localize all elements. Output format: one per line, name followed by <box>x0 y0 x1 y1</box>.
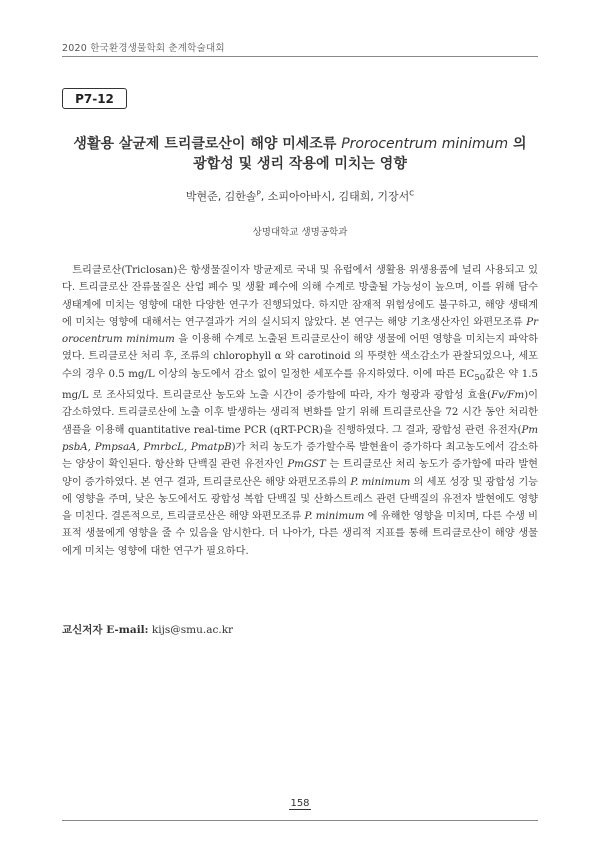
footer-divider <box>62 820 538 821</box>
abstract-text: 의 세포 성장 및 광합성 기능에 영향을 주며, 낮은 농도에서도 광합성 복합 단백질 및 산화스트레스 관련 단백질의 유전자 발현에도 영향을 미친다. 결론적으로, 트리클로산은 해양 와편모조류 <box>62 476 538 523</box>
fvfm-term: Fv/Fm <box>491 390 525 402</box>
running-header: 2020 한국환경생물학회 춘계학술대회 <box>62 43 225 54</box>
abstract-text: )가 처리 농도가 증가할수록 발현율이 증가하다 최고농도에서 감소하는 양상이 확인된다. 항산화 단백질 관련 유전자인 <box>62 442 538 471</box>
ec-subscript: 50 <box>474 372 486 383</box>
gene-names: PmpsbA, PmpsaA, PmrbcL, PmatpB <box>62 424 538 453</box>
abstract-text: )이 감소하였다. 트리클로산에 노출 이후 발생하는 생리적 변화를 알기 위해 트리클로산을 72 시간 동안 처리한 샘플을 이용해 quantitative real-time PCR (qRT-PCR)을 진행하였다. 그 결과, 광합성 관련 유전자( <box>62 390 538 436</box>
abstract-text: 에 유해한 영향을 미치며, 다른 수생 비표적 생물에게 영향을 줄 수 있음을 암시한다. 더 나아가, 다른 생리적 지표를 통해 트리클로산이 해양 생물에게 미치는 영향에 대한 연구가 필요하다. <box>62 511 538 557</box>
title-line-2: 광합성 및 생리 작용에 미치는 영향 <box>193 156 407 172</box>
abstract-text: 값은 약 1.5 mg/L 로 조사되었다. 트리클로산 농도와 노출 시간이 증가함에 따라, 자가 형광과 광합성 효율( <box>62 368 538 402</box>
author-names-1: 박현준, 김한솔 <box>185 190 257 203</box>
contact-label: 교신저자 E-mail: <box>62 624 149 636</box>
header-divider <box>62 56 538 57</box>
abstract-text: 는 트리클로산 처리 농도가 증가함에 따라 발현양이 증가하였다. 본 연구 결과, 트리클로산은 해양 와편모조류의 <box>62 459 538 488</box>
contact-email[interactable]: kijs@smu.ac.kr <box>148 624 234 636</box>
title-line-1-text: 생활용 살균제 트리클로산이 해양 미세조류 <box>73 136 342 152</box>
abstract-text: 을 이용해 수계로 노출된 트리클로산이 해양 생물에 어떤 영향을 미치는지 파악하였다. 트리클로산 처리 후, 조류의 chlorophyll α 와 carotinoid 의 뚜렷한 색소감소가 관찰되었으나, 세포수의 경우 0.5 mg/L 이상의 농도에서 감소 없이 일정한 세포수를 유지하였다. 이에 따른 EC <box>62 334 538 380</box>
author-names-2: , 소피아아바시, 김태희, 기장서 <box>260 190 410 203</box>
gene-name: PmGST <box>287 459 326 471</box>
author-list <box>62 188 538 204</box>
abstract-body <box>62 262 538 560</box>
page-number-text: 158 <box>290 798 310 809</box>
paper-title <box>62 134 538 174</box>
title-line-1 <box>62 134 538 154</box>
species-name: Prorocentrum minimum <box>62 316 538 346</box>
title-species: Prorocentrum minimum <box>341 136 509 152</box>
affiliation: 상명대학교 생명공학과 <box>252 227 348 238</box>
species-name: P. minimum <box>350 476 411 488</box>
poster-code-badge: P7-12 <box>62 88 127 109</box>
corresponding-mark: C <box>409 189 415 198</box>
abstract-text: 트리클로산(Triclosan)은 항생물질이자 방균제로 국내 및 유럽에서 생활용 위생용품에 널리 사용되고 있다. 트리클로산 잔류물질은 산업 폐수 및 생활 폐수에 의해 수계로 방출될 가능성이 높으며, 이를 위해 담수 생태계에 미치는 영향에 대한 다양한 연구가 진행되었다. 하지만 잠재적 위험성에도 불구하고, 해양 생태계에 미치는 영향에 대해서는 연구결과가 거의 실시되지 않았다. 본 연구는 해양 기초생산자인 와편모조류 <box>62 265 538 328</box>
page-number <box>0 798 600 809</box>
title-line-1-suffix: 의 <box>508 136 527 152</box>
presenter-mark: P <box>256 189 261 198</box>
species-name: P. minimum <box>304 511 365 523</box>
corresponding-contact <box>62 622 233 637</box>
